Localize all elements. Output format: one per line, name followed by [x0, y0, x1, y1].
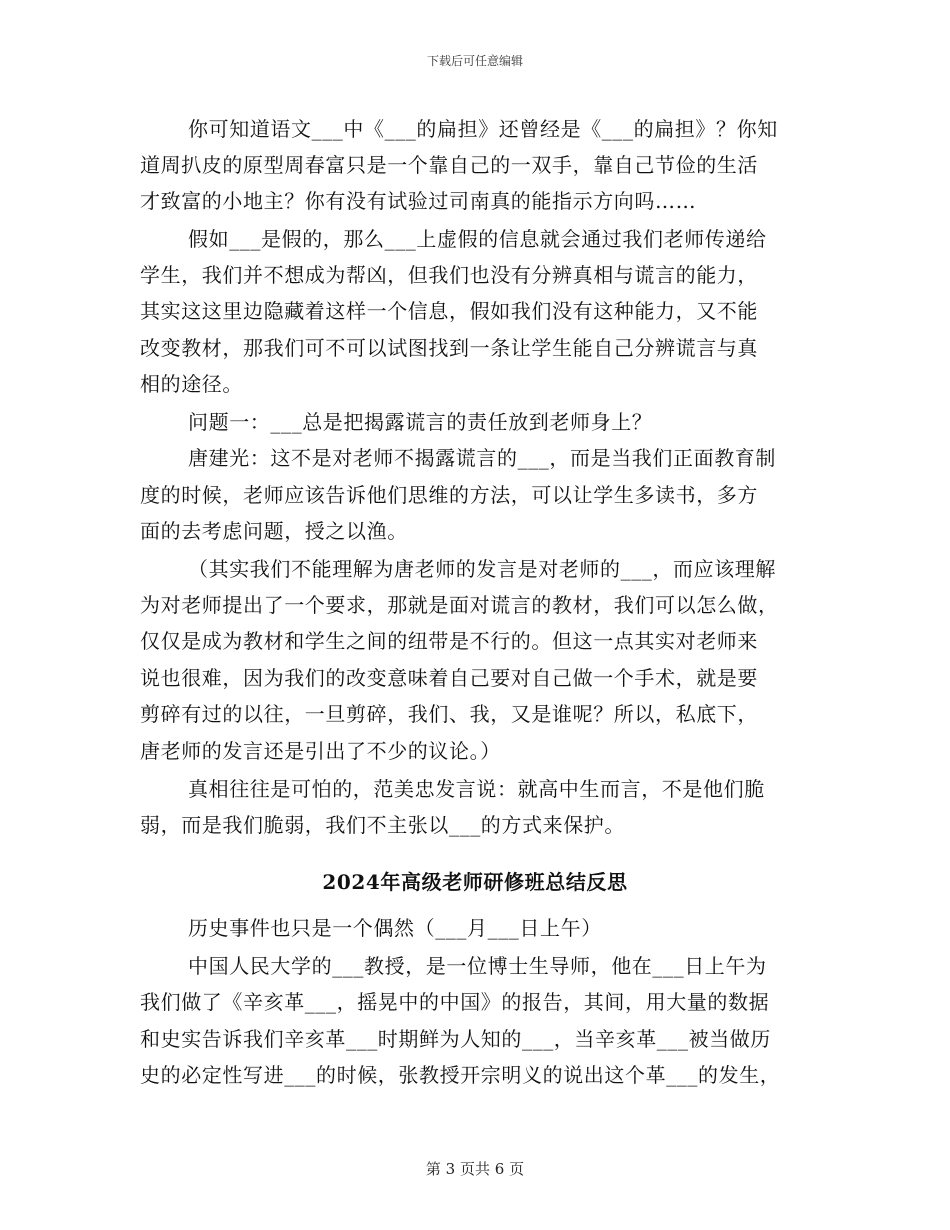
paragraph-line: 中国人民大学的___教授，是一位博士生导师，他在___日上午为	[188, 954, 767, 978]
paragraph-line: 度的时候，老师应该告诉他们思维的方法，可以让学生多读书，多方	[140, 483, 758, 507]
paragraph-line: 和史实告诉我们辛亥革___时期鲜为人知的___，当辛亥革___被当做历	[140, 1027, 771, 1051]
paragraph-line: 弱，而是我们脆弱，我们不主张以___的方式来保护。	[140, 813, 625, 837]
paragraph-line: 改变教材，那我们可不可以试图找到一条让学生能自己分辨谎言与真	[140, 336, 758, 360]
paragraph-line: 相的途径。	[140, 372, 243, 396]
paragraph-line: 真相往往是可怕的，范美忠发言说：就高中生而言，不是他们脆	[188, 777, 765, 801]
paragraph-line: 问题一：___总是把揭露谎言的责任放到老师身上？	[188, 410, 653, 434]
paragraph-line: 说也很难，因为我们的改变意味着自己要对自己做一个手术，就是要	[140, 666, 758, 690]
paragraph-line: 唐老师的发言还是引出了不少的议论。）	[140, 739, 501, 763]
paragraph-line: 面的去考虑问题，授之以渔。	[140, 519, 408, 543]
paragraph-line: 学生，我们并不想成为帮凶，但我们也没有分辨真相与谎言的能力，	[140, 263, 758, 287]
paragraph-line: 道周扒皮的原型周春富只是一个靠自己的一双手，靠自己节俭的生活	[140, 153, 758, 177]
paragraph-line: 史的必定性写进___的时候，张教授开宗明义的说出这个革___的发生，	[140, 1063, 781, 1087]
paragraph-line: 仅仅是成为教材和学生之间的纽带是不行的。但这一点其实对老师来	[140, 629, 758, 653]
paragraph-line: 剪碎有过的以往，一旦剪碎，我们、我，又是谁呢？所以，私底下，	[140, 702, 758, 726]
page-header: 下载后可任意编辑	[426, 54, 523, 68]
section-title: 2024年高级老师研修班总结反思	[322, 870, 628, 894]
paragraph-line: 你可知道语文___中《___的扁担》还曾经是《___的扁担》？你知	[188, 117, 778, 141]
paragraph-line: 才致富的小地主？你有没有试验过司南真的能指示方向吗……	[140, 189, 697, 213]
paragraph-line: 其实这这里边隐藏着这样一个信息，假如我们没有这种能力，又不能	[140, 299, 758, 323]
paragraph-line: 历史事件也只是一个偶然（___月___日上午）	[188, 916, 602, 940]
page-footer: 第 3 页共 6 页	[425, 1160, 525, 1178]
paragraph-line: 假如___是假的，那么___上虚假的信息就会通过我们老师传递给	[188, 227, 767, 251]
paragraph-line: 我们做了《辛亥革___，摇晃中的中国》的报告，其间，用大量的数据	[140, 990, 770, 1014]
paragraph-line: 唐建光：这不是对老师不揭露谎言的___，而是当我们正面教育制	[188, 446, 776, 470]
paragraph-line: 为对老师提出了一个要求，那就是面对谎言的教材，我们可以怎么做，	[140, 593, 779, 617]
paragraph-line: （其实我们不能理解为唐老师的发言是对老师的___，而应该理解	[188, 557, 776, 581]
